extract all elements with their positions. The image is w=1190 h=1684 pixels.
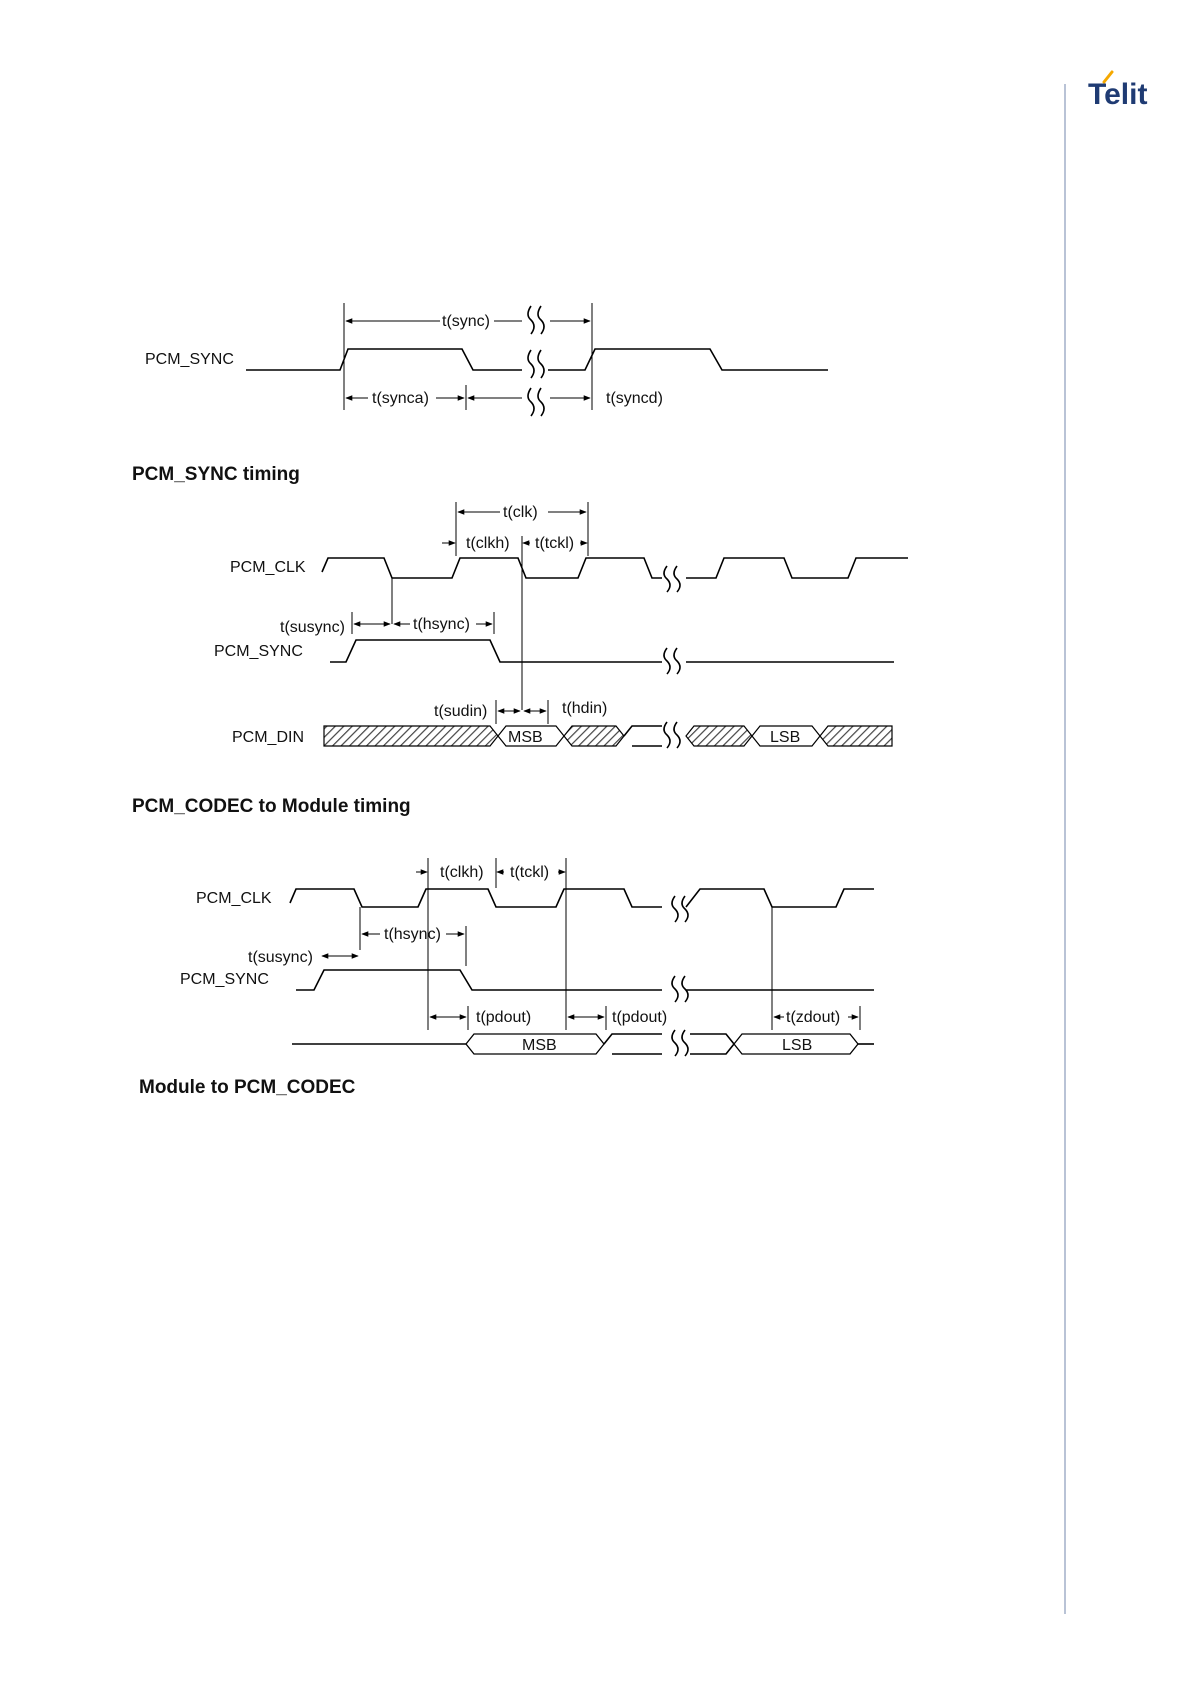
dout-msb-label: MSB — [522, 1037, 557, 1054]
din-msb-label: MSB — [508, 729, 543, 746]
caption-pcm-sync-timing: PCM_SYNC timing — [132, 464, 300, 485]
label-t-tckl: t(tckl) — [535, 535, 575, 552]
pcm-sync-waveform — [246, 349, 522, 370]
label-t-clk: t(clk) — [503, 504, 538, 521]
break-mark — [672, 896, 688, 922]
break-mark — [664, 648, 680, 674]
signal-label-pcm-sync: PCM_SYNC — [180, 971, 269, 988]
label-t-hsync: t(hsync) — [413, 616, 470, 633]
signal-label-pcm-clk: PCM_CLK — [230, 559, 306, 576]
label-t-pdout-2: t(pdout) — [612, 1009, 668, 1026]
label-t-sync: t(sync) — [442, 313, 490, 330]
label-t-hsync: t(hsync) — [384, 926, 441, 943]
pcm-clk-waveform — [290, 889, 662, 907]
din-hatch-4 — [820, 726, 892, 746]
label-t-pdout-1: t(pdout) — [476, 1009, 532, 1026]
label-t-hdin: t(hdin) — [562, 700, 608, 717]
pcm-sync-waveform — [296, 970, 662, 990]
pcm-sync-waveform-cont — [548, 349, 828, 370]
pcm-clk-waveform-cont — [686, 889, 874, 907]
label-t-syncd: t(syncd) — [606, 390, 663, 407]
label-t-tckl: t(tckl) — [510, 864, 550, 881]
dout-cell-3 — [690, 1034, 734, 1054]
break-mark — [664, 566, 680, 592]
label-t-zdout: t(zdout) — [786, 1009, 841, 1026]
din-lsb-label: LSB — [770, 729, 801, 746]
break-mark — [664, 722, 680, 748]
signal-label-pcm-sync: PCM_SYNC — [145, 351, 234, 368]
label-t-clkh: t(clkh) — [440, 864, 484, 881]
caption-module-to-pcm-codec: Module to PCM_CODEC — [139, 1077, 356, 1098]
label-t-susync: t(susync) — [280, 619, 345, 636]
din-hatch-1 — [324, 726, 498, 746]
break-mark — [528, 306, 544, 416]
dout-lsb-label: LSB — [782, 1037, 813, 1054]
logo-text: Telit — [1088, 78, 1148, 110]
label-t-susync: t(susync) — [248, 949, 313, 966]
label-t-clkh: t(clkh) — [466, 535, 510, 552]
signal-label-pcm-din: PCM_DIN — [232, 729, 305, 746]
label-t-sudin: t(sudin) — [434, 703, 488, 720]
break-mark — [672, 1030, 688, 1056]
din-hatch-2 — [564, 726, 624, 746]
dout-cell-2 — [604, 1034, 662, 1054]
signal-label-pcm-sync: PCM_SYNC — [214, 643, 303, 660]
label-t-synca: t(synca) — [372, 390, 429, 407]
pcm-clk-waveform-cont — [686, 558, 908, 578]
pcm-sync-waveform — [330, 640, 662, 662]
signal-label-pcm-clk: PCM_CLK — [196, 890, 272, 907]
break-mark — [672, 976, 688, 1002]
caption-pcm-codec-to-module: PCM_CODEC to Module timing — [132, 796, 411, 817]
din-idle — [624, 726, 662, 746]
pcm-clk-waveform — [322, 558, 662, 578]
din-hatch-3 — [686, 726, 752, 746]
